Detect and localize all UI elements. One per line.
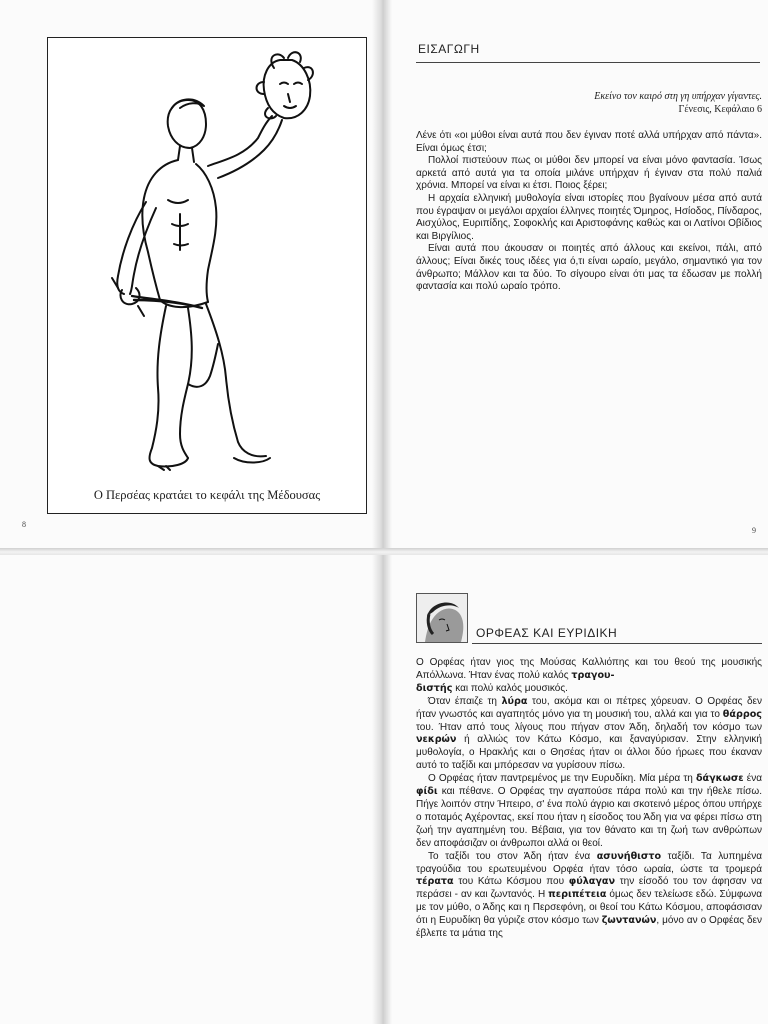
epigraph-source: Γένεσις, Κεφάλαιο 6 (678, 104, 762, 115)
orpheus-story-text (416, 657, 762, 941)
story-paragraph: Όταν έπαιζε τη λύρα του, ακόμα και οι πέτρες χόρευαν. Ο Ορφέας δεν ήταν γνωστός και αγαπητός μόνο για τη μουσική του, αλλά και για το θάρρος του. Ήταν από τους λίγους που πήγαν στον Άδη, δηλαδή τον κόσμο των νεκρών ή αλλιώς τον Κάτω Κόσμο, και ξαναγύρισαν. Στην ελληνική μυθολογία, ο Ηρακλής και ο Θησέας ήταν οι άλλοι δύο ήρωες που έκαναν αυτό το ταξίδι και μπόρεσαν να γυρίσουν πίσω. (416, 695, 762, 772)
bold-term: λύρα (501, 695, 528, 707)
page-number-left: 8 (22, 520, 26, 529)
intro-paragraph: Είναι αυτά που άκουσαν οι ποιητές από άλλους και εκείνοι, πάλι, από άλλους; Είναι δικές τους ιδέες για ό,τι είναι ωραίο, μεγάλο, σημαντικό για τον άνθρωπο; Μάλλον και τα δύο. Το σίγουρο είναι ότι μας τα έδωσαν με πολλή φαντασία και πολύ ωραίο τρόπο. (416, 243, 762, 293)
story-paragraph: Το ταξίδι του στον Άδη ήταν ένα ασυνήθιστο ταξίδι. Τα λυπημένα τραγούδια του ερωτευμένου Ορφέα ήταν τόσο ωραία, ώστε τα τρομερά τέρατα του Κάτω Κόσμου που φύλαγαν την είσοδό του τον άφησαν να περάσει - αν και ζωντανός. Η περιπέτεια όμως δεν τελείωσε εδώ. Σύμφωνα με τον μύθο, ο Άδης και η Περσεφόνη, οι θεοί του Κάτω Κόσμου, αποφάσισαν ότι η Ευρυδίκη θα γύριζε στον κόσμο των ζωντανών, μόνο αν ο Ορφέας δεν έβλεπε τα μάτια της (416, 850, 762, 940)
orpheus-title-rule (472, 643, 762, 644)
orpheus-portrait-thumbnail (416, 593, 468, 643)
perseus-drawing (48, 38, 366, 513)
bold-term: περιπέτεια (548, 889, 607, 901)
section-title-orpheus: ΟΡΦΕΑΣ ΚΑΙ ΕΥΡΙΔΙΚΗ (476, 626, 618, 640)
bold-term: διστής (416, 682, 453, 694)
bold-term: νεκρών (416, 734, 457, 746)
bold-term: ασυνήθιστο (596, 850, 662, 862)
introduction-text (416, 130, 762, 294)
title-rule (416, 62, 760, 63)
epigraph-quote: Εκείνο τον καιρό στη γη υπήρχαν γίγαντες. (594, 91, 762, 102)
intro-paragraph: Η αρχαία ελληνική μυθολογία είναι ιστορίες που βγαίνουν μέσα από αυτά που έγραψαν οι μεγάλοι αρχαίοι έλληνες ποιητές Όμηρος, Ησίοδος, Πίνδαρος, Αισχύλος, Ευριπίδης, Σοφοκλής και Αριστοφάνης καθώς και οι Λατίνοι Οβίδιος και Βιργίλιος. (416, 192, 762, 242)
bold-term: φίδι (416, 786, 438, 798)
gutter-shadow (372, 0, 392, 550)
bold-term: τέρατα (416, 876, 454, 888)
perseus-illustration-frame (47, 37, 367, 514)
intro-paragraph: Λένε ότι «οι μύθοι είναι αυτά που δεν έγιναν ποτέ αλλά υπήρχαν από πάντα». Είναι όμως έτσι; (416, 130, 762, 154)
orpheus-portrait-drawing (417, 594, 467, 642)
bold-term: θάρρος (722, 708, 762, 720)
section-title-introduction: ΕΙΣΑΓΩΓΗ (418, 42, 480, 56)
bold-term: τραγου- (571, 669, 615, 681)
epigraph (400, 90, 762, 116)
page-number-right: 9 (752, 526, 756, 535)
gutter-shadow (372, 555, 392, 1024)
bold-term: ζωντανών (601, 915, 657, 927)
story-paragraph: Ο Ορφέας ήταν παντρεμένος με την Ευρυδίκη. Μία μέρα τη δάγκωσε ένα φίδι και πέθανε. Ο Ορφέας την αγαπούσε πάρα πολύ και την ήθελε πίσω. Πήγε λοιπόν στην Ήπειρο, σ' ένα πολύ άγριο και σκοτεινό μέρος όπου υπήρχε ο ποταμός Αχέροντας, εκεί που ήταν η είσοδος του Άδη για να φέρει πίσω στη ζωή την αγαπημένη του. Βέβαια, για τον θάνατο και τη ζωή των ανθρώπων δεν αποφάσιζαν οι άνθρωποι αλλά οι θεοί. (416, 773, 762, 849)
story-paragraph: Ο Ορφέας ήταν γιος της Μούσας Καλλιόπης και του θεού της μουσικής Απόλλωνα. Ήταν ένας πολύ καλός τραγου- διστής και πολύ καλός μουσικός. (416, 657, 762, 694)
illustration-caption: Ο Περσέας κρατάει το κεφάλι της Μέδουσας (93, 488, 321, 502)
bold-term: φύλαγαν (568, 876, 616, 888)
intro-paragraph: Πολλοί πιστεύουν πως οι μύθοι δεν μπορεί να είναι μόνο φαντασία. Ίσως αρκετά από αυτά για τα οποία μιλάνε υπήρχαν ή έγιναν στα πολύ παλιά χρόνια. Μπορεί να είναι κι έτσι. Ποιος ξέρει; (416, 155, 762, 192)
bold-term: δάγκωσε (695, 773, 744, 785)
